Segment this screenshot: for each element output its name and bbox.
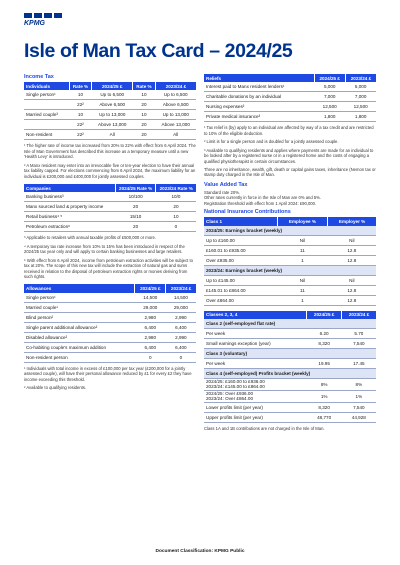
table-row <box>24 110 196 120</box>
column-header: 2023/24 £ <box>342 311 376 319</box>
table-row <box>24 130 196 140</box>
table-cell: 2,980 <box>135 332 166 342</box>
table-cell: 12.8 <box>328 255 376 265</box>
footnote: ⁴ A temporary tax rate increase from 10% to 15% has been introduced in respect of the 2024/25 tax year only and will apply to certain banking businesses and large retailers. <box>24 243 185 255</box>
table-row <box>24 322 196 332</box>
footnote: ¹ Individuals with total income in excess of £100,000 per tax year (£200,000 for a jointly assessed couple), will have their personal allowance reduced by £1 for every £2 they have income exceeding this threshold. <box>24 365 192 382</box>
table-cell <box>24 120 69 130</box>
column-header: Classes 2, 3, 4 <box>204 311 307 319</box>
table-cell: 11 <box>277 285 327 295</box>
table-cell: 6,400 <box>135 342 166 352</box>
table-cell: Disabled allowance² <box>24 332 135 342</box>
table-cell: 10 <box>69 110 92 120</box>
table-cell: 10/100 <box>115 192 156 202</box>
column-header: 2024/25 Rate % <box>115 184 156 192</box>
nic-class234-table <box>204 311 376 423</box>
table-cell: Up to 6,500 <box>155 90 196 100</box>
table-cell: Married couple³ <box>24 110 69 120</box>
column-header: Employer % <box>328 217 376 225</box>
table-cell: Up to £145.00 <box>204 275 277 285</box>
table-cell: 1 <box>277 255 327 265</box>
table-row <box>204 82 376 92</box>
table-cell: Single parent additional allowance² <box>24 322 135 332</box>
table-cell: 48,770 <box>307 412 342 422</box>
table-cell: £160.01 to £935.00 <box>204 245 277 255</box>
table-cell: Nil <box>277 275 327 285</box>
table-cell: Up to 6,500 <box>92 90 133 100</box>
nic-class1-table <box>204 217 376 305</box>
table-cell: 14,500 <box>166 293 196 303</box>
footnote: ² Limit is for a single person and is doubled for a jointly assessed couple. <box>204 139 339 145</box>
table-cell: 6,400 <box>166 342 196 352</box>
table-row <box>204 112 376 122</box>
table-cell: Single person¹ <box>24 293 135 303</box>
table-cell: 0 <box>156 222 196 232</box>
table-row <box>24 332 196 342</box>
table-cell: Co-habiting couple's maximum addition <box>24 342 135 352</box>
table-cell: 17.45 <box>342 358 376 368</box>
table-row <box>24 312 196 322</box>
table-cell: 0 <box>135 352 166 362</box>
column-header: 2024/25 £ <box>314 74 345 82</box>
table-cell: 10 <box>132 90 155 100</box>
table-row <box>24 212 196 222</box>
table-row <box>204 390 376 402</box>
table-cell: 7,540 <box>342 338 376 348</box>
column-header: Employee % <box>277 217 327 225</box>
column-header: 2023/24 £ <box>166 284 196 292</box>
table-cell: 2024/25: £160.00 to £936.00 2023/24: £145.00 to £864.00 <box>204 378 307 390</box>
table-cell: 2024/25: Over £936.00 2023/24: Over £864.00 <box>204 390 307 402</box>
income-tax-heading: Income Tax <box>24 74 54 80</box>
table-cell: Small earnings exception (year) <box>204 338 307 348</box>
footnote: ³ Available to qualifying residents and applies where payments are made for an individual to be looked after by a registered nurse or in a registered home and the costs of engaging a qualified physiotherapist in certain circumstances. <box>204 147 374 164</box>
table-subheader: Class 4 (self-employed) Profits bracket (weekly) <box>204 368 376 378</box>
table-cell: 12,500 <box>345 102 376 112</box>
table-cell: 2,990 <box>166 312 196 322</box>
table-row <box>204 328 376 338</box>
table-cell: Private medical insurance³ <box>204 112 314 122</box>
column-header: 2024/25 £ <box>307 311 342 319</box>
table-cell: Upper profits limit (per year) <box>204 412 307 422</box>
table-row <box>204 245 376 255</box>
table-cell: Above 13,000 <box>155 120 196 130</box>
table-subheader: Class 2 (self-employed flat rate) <box>204 319 376 329</box>
table-row <box>204 295 376 305</box>
table-cell: 22² <box>69 120 92 130</box>
table-cell: Banking business³ <box>24 192 115 202</box>
table-cell: 10/0 <box>156 192 196 202</box>
table-subheader-row <box>204 226 376 236</box>
table-cell: 8% <box>342 378 376 390</box>
table-cell: 5,000 <box>314 82 345 92</box>
table-cell: Per week <box>204 328 307 338</box>
footnote: ⁵ With effect from 6 April 2024, income from petroleum extraction activities will be subject to tax at 20%. The scope of this new tax will include the extraction of natural gas and sums received in relation to the disposal of petroleum extraction rights or monies deriving from such rights. <box>24 257 193 279</box>
column-header: 2023/24 Rate % <box>156 184 196 192</box>
table-cell: 12.8 <box>328 245 376 255</box>
footnote: ¹ Tax relief is (by) apply to an individual are affected by way of a tax credit and are restricted to 10% of the eligible deduction. <box>204 125 374 136</box>
table-cell: 7,000 <box>314 92 345 102</box>
table-cell: All <box>92 130 133 140</box>
nic-heading: National Insurance Contributions <box>204 209 291 216</box>
table-cell: Above 13,000 <box>92 120 133 130</box>
table-cell: 15/10 <box>115 212 156 222</box>
table-row <box>24 352 196 362</box>
column-header: 2023/24 £ <box>345 74 376 82</box>
table-cell: All <box>155 130 196 140</box>
table-cell: 7,000 <box>345 92 376 102</box>
column-header: 2024/25 £ <box>135 284 166 292</box>
table-row <box>24 342 196 352</box>
table-cell: 1% <box>342 390 376 402</box>
table-cell: Manx sourced land & property income <box>24 202 115 212</box>
table-cell: £145.01 to £864.00 <box>204 285 277 295</box>
table-cell: 20 <box>132 100 155 110</box>
footnote: ² Available to qualifying residents. <box>24 385 87 391</box>
table-cell: Over £864.00 <box>204 295 277 305</box>
right-column <box>204 74 376 431</box>
table-cell: Lower profits limit (per year) <box>204 402 307 412</box>
table-row <box>24 100 196 110</box>
table-cell: 20 <box>156 202 196 212</box>
table-cell: 29,000 <box>166 302 196 312</box>
vat-line: Standard rate 20%. <box>204 189 241 195</box>
table-cell: 7,540 <box>342 402 376 412</box>
table-cell: 2,990 <box>166 332 196 342</box>
column-header: Allowances <box>24 284 135 292</box>
vat-line: Registration threshold with effect from 1 April 2024: £90,000. <box>204 200 317 206</box>
table-cell: Nil <box>328 275 376 285</box>
table-cell: Up to £160.00 <box>204 235 277 245</box>
table-subheader: 2023/24: Earnings bracket (weekly) <box>204 265 376 275</box>
table-subheader: 2024/25: Earnings bracket (weekly) <box>204 226 376 236</box>
table-subheader-row <box>204 319 376 329</box>
table-cell: 12.8 <box>328 295 376 305</box>
table-row <box>204 358 376 368</box>
table-cell: 5,000 <box>345 82 376 92</box>
table-row <box>24 192 196 202</box>
column-header: 2023/24 £ <box>155 82 196 90</box>
table-cell: 1,800 <box>314 112 345 122</box>
table-cell: 20 <box>115 222 156 232</box>
table-cell: Non-resident <box>24 130 69 140</box>
table-row <box>204 402 376 412</box>
table-cell: 2,980 <box>135 312 166 322</box>
table-cell: Over £935.00 <box>204 255 277 265</box>
table-cell: 14,500 <box>135 293 166 303</box>
logo-text: KPMG <box>24 20 45 25</box>
column-header: Reliefs <box>204 74 314 82</box>
document-classification: Document Classification: KPMG Public <box>155 549 245 554</box>
table-cell: Above 6,500 <box>92 100 133 110</box>
table-row <box>24 120 196 130</box>
footnote: Three are no inheritance, wealth, gift, death or capital gains taxes, inheritance (Nemon tax or stamp duty charged in the Isle of Man. <box>204 167 376 178</box>
table-cell: Interest paid to Manx resident lenders¹ <box>204 82 314 92</box>
nic-note: Class 1A and 1B contributions are not charged in the Isle of Man. <box>204 425 325 431</box>
table-cell: Married couple¹ <box>24 302 135 312</box>
vat-line: Other rates currently in force in the Isle of Man are 0% and 5%. <box>204 195 322 201</box>
table-row <box>204 378 376 390</box>
table-cell: 1,800 <box>345 112 376 122</box>
table-cell: 12,500 <box>314 102 345 112</box>
left-column <box>24 74 196 391</box>
table-cell: 10 <box>69 90 92 100</box>
table-cell: 5.70 <box>342 328 376 338</box>
column-header: Class 1 <box>204 217 277 225</box>
table-subheader-row <box>204 265 376 275</box>
table-cell: 10 <box>156 212 196 222</box>
table-row <box>204 412 376 422</box>
table-cell: 11 <box>277 245 327 255</box>
allowances-table <box>24 284 196 362</box>
table-cell: 8,320 <box>307 402 342 412</box>
table-row <box>24 293 196 303</box>
table-cell: Above 6,500 <box>155 100 196 110</box>
column-header: Individuals <box>24 82 69 90</box>
table-row <box>204 92 376 102</box>
table-cell: 22² <box>69 100 92 110</box>
companies-table <box>24 184 196 232</box>
table-cell: 20 <box>132 130 155 140</box>
table-cell: 22² <box>69 130 92 140</box>
table-cell: Up to 13,000 <box>92 110 133 120</box>
table-cell: 20 <box>132 120 155 130</box>
table-cell: 1 <box>277 295 327 305</box>
table-cell <box>24 100 69 110</box>
footnote: ³ Applicable to retailers with annual taxable profits of £500,000 or more. <box>24 235 156 241</box>
table-row <box>24 90 196 100</box>
table-cell: Non-resident person <box>24 352 135 362</box>
footnote: ² A Manx resident may enter into an irrevocable five or ten-year election to have their annual tax liability capped. For elections commencing from 6 April 2024, the maximum liability for an individual is £200,000 and £400,000 for jointly assessed couples. <box>24 162 196 179</box>
table-cell: 1% <box>307 390 342 402</box>
column-header: 2024/25 £ <box>92 82 133 90</box>
table-subheader-row <box>204 348 376 358</box>
table-cell: Charitable donations by an individual <box>204 92 314 102</box>
table-row <box>24 222 196 232</box>
table-row <box>204 102 376 112</box>
table-row <box>204 275 376 285</box>
kpmg-logo <box>24 13 62 25</box>
column-header: Rate % <box>69 82 92 90</box>
table-cell: Nursing expenses² <box>204 102 314 112</box>
table-row <box>204 235 376 245</box>
page-title: Isle of Man Tax Card – 2024/25 <box>24 40 293 62</box>
table-cell: Retail business⁴ ⁵ <box>24 212 115 222</box>
table-cell: 10 <box>132 110 155 120</box>
table-cell: Single person¹ <box>24 90 69 100</box>
table-cell: Nil <box>328 235 376 245</box>
table-cell: Petroleum extraction⁶ <box>24 222 115 232</box>
table-row <box>204 255 376 265</box>
table-cell: 6,400 <box>135 322 166 332</box>
vat-heading: Value Added Tax <box>204 181 248 188</box>
table-cell: 0 <box>166 352 196 362</box>
column-header: Companies <box>24 184 115 192</box>
reliefs-table <box>204 74 376 122</box>
table-row <box>204 338 376 348</box>
table-cell: 6.20 <box>307 328 342 338</box>
table-cell: 20 <box>115 202 156 212</box>
table-cell: Nil <box>277 235 327 245</box>
table-cell: 6,400 <box>166 322 196 332</box>
table-cell: 8% <box>307 378 342 390</box>
table-subheader-row <box>204 368 376 378</box>
table-row <box>24 302 196 312</box>
table-row <box>24 202 196 212</box>
table-cell: Blind person² <box>24 312 135 322</box>
table-cell: 8,320 <box>307 338 342 348</box>
table-cell: Up to 13,000 <box>155 110 196 120</box>
table-cell: 19.95 <box>307 358 342 368</box>
column-header: Rate % <box>132 82 155 90</box>
income-tax-table <box>24 82 196 140</box>
table-cell: 44,928 <box>342 412 376 422</box>
table-row <box>204 285 376 295</box>
table-subheader: Class 3 (voluntary) <box>204 348 376 358</box>
table-cell: 29,000 <box>135 302 166 312</box>
table-cell: 12.8 <box>328 285 376 295</box>
footnote: ¹ The higher rate of income tax increased from 20% to 22% with effect from 6 April 2024. The Isle of Man Government has described this increase as a temporary measure until a new 'Health Levy' is introduced. <box>24 143 196 160</box>
table-cell: Per week <box>204 358 307 368</box>
